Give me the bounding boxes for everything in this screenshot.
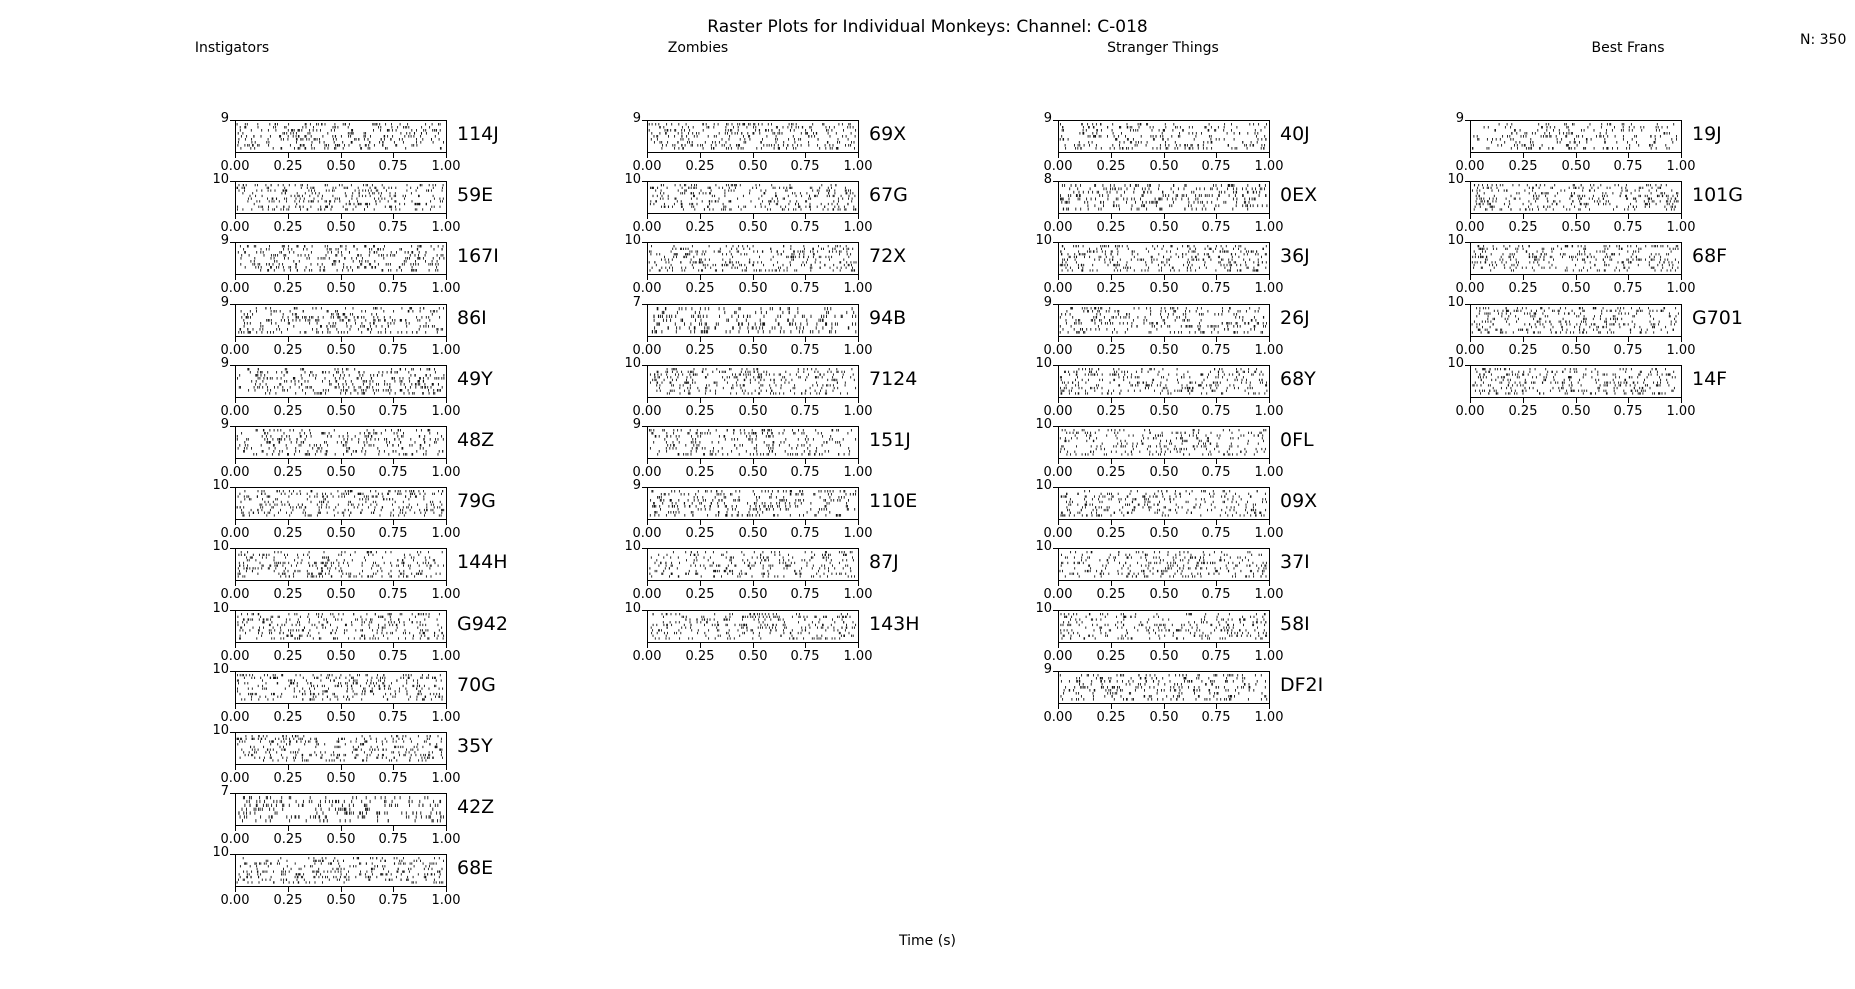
- spike-raster: [236, 121, 446, 152]
- x-tick-label: 0.00: [632, 159, 662, 174]
- raster-panel: [235, 732, 447, 765]
- x-tick-label: 1.00: [431, 526, 461, 541]
- x-tick: [647, 214, 648, 219]
- x-tick: [393, 275, 394, 280]
- y-max-label: 10: [212, 601, 229, 616]
- x-tick: [700, 214, 701, 219]
- y-tick: [642, 242, 647, 243]
- x-tick: [235, 581, 236, 586]
- x-tick: [341, 398, 342, 403]
- x-tick: [393, 765, 394, 770]
- monkey-label: 42Z: [457, 796, 495, 818]
- spike-raster: [236, 733, 446, 764]
- x-tick-label: 0.50: [326, 404, 356, 419]
- x-tick-label: 0.75: [790, 220, 820, 235]
- x-tick: [235, 275, 236, 280]
- y-max-label: 10: [212, 172, 229, 187]
- x-tick: [288, 153, 289, 158]
- spike-raster: [236, 549, 446, 580]
- x-tick: [288, 887, 289, 892]
- y-tick: [230, 304, 235, 305]
- x-tick: [647, 275, 648, 280]
- x-tick-label: 0.50: [326, 771, 356, 786]
- x-tick-label: 0.00: [220, 281, 250, 296]
- x-tick: [235, 459, 236, 464]
- x-tick: [446, 765, 447, 770]
- x-tick-label: 0.75: [378, 159, 408, 174]
- monkey-label: 59E: [457, 184, 494, 206]
- spike-raster: [236, 182, 446, 213]
- monkey-label: 68E: [457, 857, 494, 879]
- x-tick-label: 0.50: [326, 281, 356, 296]
- x-tick: [341, 275, 342, 280]
- x-tick: [235, 643, 236, 648]
- x-tick-label: 0.50: [326, 893, 356, 908]
- x-tick-label: 0.25: [273, 465, 303, 480]
- x-tick-label: 0.00: [220, 465, 250, 480]
- x-tick-label: 1.00: [431, 465, 461, 480]
- x-tick: [341, 643, 342, 648]
- x-tick-label: 0.00: [220, 220, 250, 235]
- x-tick: [446, 643, 447, 648]
- raster-panel: [647, 120, 859, 153]
- y-max-label: 9: [220, 295, 229, 310]
- y-max-label: 10: [212, 723, 229, 738]
- y-tick: [230, 671, 235, 672]
- x-tick: [446, 214, 447, 219]
- sample-count: N: 350: [1800, 32, 1847, 48]
- y-tick: [642, 120, 647, 121]
- y-tick: [230, 487, 235, 488]
- x-tick: [753, 153, 754, 158]
- spike-raster: [236, 366, 446, 397]
- monkey-label: 69X: [869, 123, 907, 145]
- x-tick-label: 1.00: [431, 281, 461, 296]
- x-tick-label: 1.00: [843, 220, 873, 235]
- x-tick: [700, 153, 701, 158]
- x-tick-label: 0.75: [378, 281, 408, 296]
- raster-panel: [235, 854, 447, 887]
- x-tick: [700, 275, 701, 280]
- x-tick-label: 0.00: [220, 893, 250, 908]
- x-tick: [446, 704, 447, 709]
- raster-panel: [235, 242, 447, 275]
- x-tick-label: 0.50: [326, 832, 356, 847]
- x-tick: [858, 153, 859, 158]
- y-tick: [230, 548, 235, 549]
- x-tick: [235, 337, 236, 342]
- monkey-label: 70G: [457, 674, 496, 696]
- raster-panel: [235, 120, 447, 153]
- x-tick-label: 1.00: [431, 893, 461, 908]
- x-tick-label: 0.25: [273, 771, 303, 786]
- y-max-label: 7: [220, 784, 229, 799]
- y-max-label: 9: [632, 111, 641, 126]
- x-tick: [446, 275, 447, 280]
- x-tick-label: 0.75: [378, 220, 408, 235]
- x-tick: [341, 581, 342, 586]
- x-tick: [393, 643, 394, 648]
- x-tick-label: 0.75: [378, 465, 408, 480]
- y-tick: [230, 242, 235, 243]
- x-tick-label: 0.50: [326, 710, 356, 725]
- x-tick: [393, 398, 394, 403]
- x-tick: [288, 704, 289, 709]
- spike-raster: [236, 672, 446, 703]
- x-tick: [235, 887, 236, 892]
- x-tick-label: 1.00: [431, 649, 461, 664]
- x-tick: [393, 581, 394, 586]
- x-tick: [753, 214, 754, 219]
- spike-raster: [648, 305, 858, 336]
- y-tick: [230, 793, 235, 794]
- raster-panel: [235, 487, 447, 520]
- x-tick-label: 0.75: [378, 893, 408, 908]
- x-tick-label: 0.00: [220, 404, 250, 419]
- x-tick-label: 0.25: [273, 832, 303, 847]
- x-tick-label: 0.00: [220, 649, 250, 664]
- y-max-label: 9: [220, 111, 229, 126]
- x-tick: [235, 153, 236, 158]
- x-tick-label: 1.00: [431, 832, 461, 847]
- x-tick: [288, 214, 289, 219]
- x-tick: [393, 214, 394, 219]
- x-tick: [393, 153, 394, 158]
- x-tick: [288, 398, 289, 403]
- x-tick: [393, 520, 394, 525]
- x-tick: [235, 826, 236, 831]
- x-tick: [393, 887, 394, 892]
- x-tick-label: 0.75: [378, 404, 408, 419]
- x-tick-label: 0.50: [326, 587, 356, 602]
- x-tick-label: 0.50: [326, 526, 356, 541]
- y-tick: [230, 120, 235, 121]
- x-tick-label: 0.50: [326, 220, 356, 235]
- x-tick-label: 1.00: [431, 771, 461, 786]
- x-tick: [341, 153, 342, 158]
- group-title: Instigators: [194, 40, 270, 56]
- x-tick: [235, 520, 236, 525]
- spike-raster: [236, 611, 446, 642]
- x-tick: [341, 704, 342, 709]
- x-tick-label: 0.25: [273, 220, 303, 235]
- monkey-label: 144H: [457, 551, 508, 573]
- x-tick-label: 0.25: [273, 343, 303, 358]
- x-tick: [858, 275, 859, 280]
- x-tick: [235, 765, 236, 770]
- group-title: Zombies: [667, 40, 729, 56]
- x-tick-label: 0.00: [632, 281, 662, 296]
- x-tick: [235, 398, 236, 403]
- raster-panel: [235, 793, 447, 826]
- y-tick: [230, 854, 235, 855]
- x-tick-label: 0.25: [273, 159, 303, 174]
- x-tick-label: 0.00: [220, 587, 250, 602]
- x-tick: [446, 153, 447, 158]
- x-tick-label: 0.25: [273, 281, 303, 296]
- y-max-label: 9: [220, 417, 229, 432]
- x-tick: [288, 826, 289, 831]
- x-tick: [446, 520, 447, 525]
- spike-raster: [236, 305, 446, 336]
- y-max-label: 9: [220, 233, 229, 248]
- x-tick-label: 0.75: [790, 159, 820, 174]
- x-tick-label: 1.00: [843, 159, 873, 174]
- x-tick: [341, 459, 342, 464]
- y-max-label: 9: [220, 356, 229, 371]
- spike-raster: [236, 855, 446, 886]
- x-tick: [446, 337, 447, 342]
- x-tick-label: 0.50: [326, 465, 356, 480]
- x-tick-label: 0.50: [326, 343, 356, 358]
- raster-panel: [647, 242, 859, 275]
- x-tick-label: 0.50: [738, 220, 768, 235]
- x-tick: [288, 337, 289, 342]
- raster-panel: [235, 181, 447, 214]
- x-tick: [393, 704, 394, 709]
- x-tick-label: 0.75: [378, 649, 408, 664]
- x-tick: [341, 214, 342, 219]
- y-max-label: 10: [212, 539, 229, 554]
- spike-raster: [236, 427, 446, 458]
- x-tick-label: 0.25: [685, 159, 715, 174]
- x-tick-label: 1.00: [431, 587, 461, 602]
- x-tick-label: 0.25: [685, 281, 715, 296]
- raster-panel: [647, 304, 859, 337]
- x-tick-label: 0.25: [273, 649, 303, 664]
- x-tick: [647, 153, 648, 158]
- x-tick: [393, 337, 394, 342]
- x-tick: [446, 581, 447, 586]
- x-tick-label: 0.75: [378, 526, 408, 541]
- x-tick-label: 0.00: [632, 220, 662, 235]
- y-max-label: 10: [624, 233, 641, 248]
- x-tick: [753, 275, 754, 280]
- x-tick-label: 0.00: [220, 710, 250, 725]
- x-tick: [341, 826, 342, 831]
- x-tick: [446, 459, 447, 464]
- x-tick-label: 1.00: [431, 159, 461, 174]
- spike-raster: [648, 121, 858, 152]
- chart-title: Raster Plots for Individual Monkeys: Channel: C-018: [707, 17, 1148, 37]
- x-tick: [805, 214, 806, 219]
- x-tick: [858, 214, 859, 219]
- x-tick-label: 1.00: [843, 281, 873, 296]
- spike-raster: [236, 794, 446, 825]
- spike-raster: [648, 182, 858, 213]
- x-tick-label: 0.75: [378, 832, 408, 847]
- y-max-label: 10: [212, 478, 229, 493]
- x-tick-label: 0.25: [273, 526, 303, 541]
- raster-panel: [235, 671, 447, 704]
- raster-panel: [235, 548, 447, 581]
- raster-panel: [235, 365, 447, 398]
- x-tick: [446, 887, 447, 892]
- x-tick: [341, 765, 342, 770]
- x-tick-label: 0.75: [378, 587, 408, 602]
- x-tick-label: 0.00: [220, 526, 250, 541]
- x-tick: [235, 704, 236, 709]
- y-tick: [642, 181, 647, 182]
- x-tick-label: 0.50: [326, 649, 356, 664]
- x-tick: [288, 459, 289, 464]
- monkey-label: 86I: [457, 307, 487, 329]
- monkey-label: 67G: [869, 184, 908, 206]
- x-tick-label: 0.00: [220, 343, 250, 358]
- y-tick: [230, 610, 235, 611]
- x-tick: [393, 459, 394, 464]
- x-tick-label: 0.75: [378, 710, 408, 725]
- x-tick-label: 0.50: [738, 159, 768, 174]
- x-tick-label: 0.75: [790, 281, 820, 296]
- x-tick: [341, 887, 342, 892]
- x-tick-label: 0.50: [326, 159, 356, 174]
- x-tick: [341, 520, 342, 525]
- x-tick-label: 0.25: [273, 710, 303, 725]
- x-tick: [341, 337, 342, 342]
- x-tick-label: 0.25: [273, 587, 303, 602]
- x-tick: [235, 214, 236, 219]
- monkey-label: 35Y: [457, 735, 493, 757]
- x-tick-label: 1.00: [431, 710, 461, 725]
- y-max-label: 10: [624, 172, 641, 187]
- x-tick: [446, 826, 447, 831]
- x-tick-label: 1.00: [431, 343, 461, 358]
- raster-panel: [647, 181, 859, 214]
- x-tick: [805, 153, 806, 158]
- x-tick: [288, 581, 289, 586]
- x-tick: [446, 398, 447, 403]
- x-tick-label: 0.75: [378, 771, 408, 786]
- y-tick: [230, 181, 235, 182]
- x-tick-label: 0.25: [273, 404, 303, 419]
- raster-panel: [235, 610, 447, 643]
- y-tick: [230, 426, 235, 427]
- x-tick-label: 0.25: [273, 893, 303, 908]
- x-tick: [288, 643, 289, 648]
- raster-panel: [235, 304, 447, 337]
- x-tick-label: 0.00: [220, 771, 250, 786]
- monkey-label: 48Z: [457, 429, 495, 451]
- spike-raster: [236, 488, 446, 519]
- monkey-label: 72X: [869, 245, 907, 267]
- y-max-label: 10: [212, 662, 229, 677]
- x-tick-label: 0.00: [220, 159, 250, 174]
- raster-panel: [235, 426, 447, 459]
- x-tick-label: 0.75: [378, 343, 408, 358]
- monkey-label: 114J: [457, 123, 499, 145]
- x-tick-label: 0.50: [738, 281, 768, 296]
- x-tick: [805, 275, 806, 280]
- x-tick: [288, 765, 289, 770]
- y-tick: [230, 732, 235, 733]
- y-max-label: 10: [212, 845, 229, 860]
- x-tick-label: 1.00: [431, 404, 461, 419]
- y-tick: [230, 365, 235, 366]
- monkey-label: 167I: [457, 245, 499, 267]
- x-tick: [288, 520, 289, 525]
- x-tick: [393, 826, 394, 831]
- x-tick: [288, 275, 289, 280]
- monkey-label: 79G: [457, 490, 496, 512]
- monkey-label: G942: [457, 613, 508, 635]
- spike-raster: [236, 243, 446, 274]
- x-tick-label: 0.00: [220, 832, 250, 847]
- x-tick-label: 1.00: [431, 220, 461, 235]
- monkey-label: 49Y: [457, 368, 493, 390]
- x-tick-label: 0.25: [685, 220, 715, 235]
- spike-raster: [648, 243, 858, 274]
